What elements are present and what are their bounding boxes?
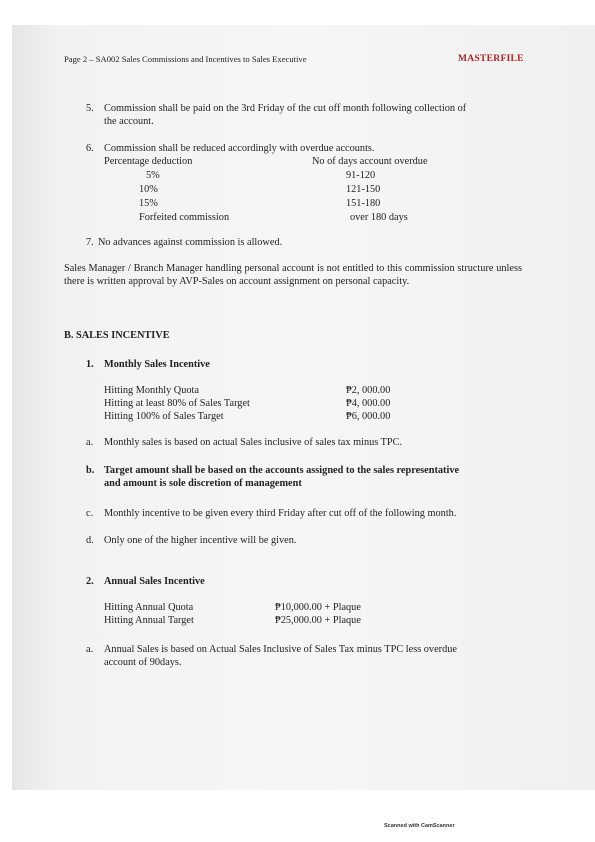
- col-header-days: No of days account overdue: [312, 156, 428, 167]
- annual-a-line1: Annual Sales is based on Actual Sales Inclusive of Sales Tax minus TPC less overdue: [104, 644, 457, 655]
- pct-row: 5%: [146, 170, 160, 181]
- item-5-number: 5.: [86, 103, 94, 114]
- annual-title: Annual Sales Incentive: [104, 576, 205, 587]
- pct-row: 15%: [139, 198, 158, 209]
- annual-row-amount: ₱10,000.00 + Plaque: [275, 602, 361, 613]
- masterfile-label: MASTERFILE: [458, 54, 524, 64]
- monthly-c-text: Monthly incentive to be given every third Friday after cut off of the following month.: [104, 508, 457, 519]
- monthly-d-letter: d.: [86, 535, 94, 546]
- monthly-row-label: Hitting 100% of Sales Target: [104, 411, 224, 422]
- camscanner-watermark: Scanned with CamScanner: [384, 823, 455, 829]
- monthly-row-label: Hitting Monthly Quota: [104, 385, 199, 396]
- monthly-b-letter: b.: [86, 465, 95, 476]
- monthly-d-text: Only one of the higher incentive will be given.: [104, 535, 297, 546]
- monthly-title: Monthly Sales Incentive: [104, 359, 210, 370]
- commission-note: Sales Manager / Branch Manager handling personal account is not entitled to this commission structure unless there is written approval by AVP-Sales on account assignment on personal capacity.: [64, 263, 522, 288]
- pct-row: 10%: [139, 184, 158, 195]
- item-6-number: 6.: [86, 143, 94, 154]
- days-row: 121-150: [346, 184, 381, 195]
- days-row: 91-120: [346, 170, 376, 181]
- monthly-row-amount: ₱4, 000.00: [346, 398, 391, 409]
- monthly-a-letter: a.: [86, 437, 94, 448]
- item-6-text: Commission shall be reduced accordingly with overdue accounts.: [104, 143, 375, 154]
- annual-a-letter: a.: [86, 644, 94, 655]
- monthly-c-letter: c.: [86, 508, 94, 519]
- monthly-row-label: Hitting at least 80% of Sales Target: [104, 398, 250, 409]
- item-5-line2: the account.: [104, 116, 154, 127]
- monthly-b-line2: and amount is sole discretion of management: [104, 478, 302, 489]
- annual-row-amount: ₱25,000.00 + Plaque: [275, 615, 361, 626]
- item-7-number: 7.: [86, 237, 94, 248]
- page-header-left: Page 2 – SA002 Sales Commissions and Incentives to Sales Executive: [64, 54, 307, 64]
- annual-a-line2: account of 90days.: [104, 657, 182, 668]
- monthly-number: 1.: [86, 359, 94, 370]
- annual-row-label: Hitting Annual Quota: [104, 602, 194, 613]
- section-title: B. SALES INCENTIVE: [64, 330, 170, 341]
- monthly-a-text: Monthly sales is based on actual Sales inclusive of sales tax minus TPC.: [104, 437, 403, 448]
- annual-number: 2.: [86, 576, 94, 587]
- monthly-b-line1: Target amount shall be based on the accounts assigned to the sales representative: [104, 465, 460, 476]
- item-5-line1: Commission shall be paid on the 3rd Friday of the cut off month following collection of: [104, 103, 467, 114]
- annual-row-label: Hitting Annual Target: [104, 615, 194, 626]
- item-7-text: No advances against commission is allowed.: [98, 237, 283, 248]
- days-row: over 180 days: [350, 212, 408, 223]
- pct-row: Forfeited commission: [139, 212, 230, 223]
- days-row: 151-180: [346, 198, 381, 209]
- col-header-percentage: Percentage deduction: [104, 156, 193, 167]
- document-page: [12, 25, 595, 790]
- monthly-row-amount: ₱2, 000.00: [346, 385, 391, 396]
- monthly-row-amount: ₱6, 000.00: [346, 411, 391, 422]
